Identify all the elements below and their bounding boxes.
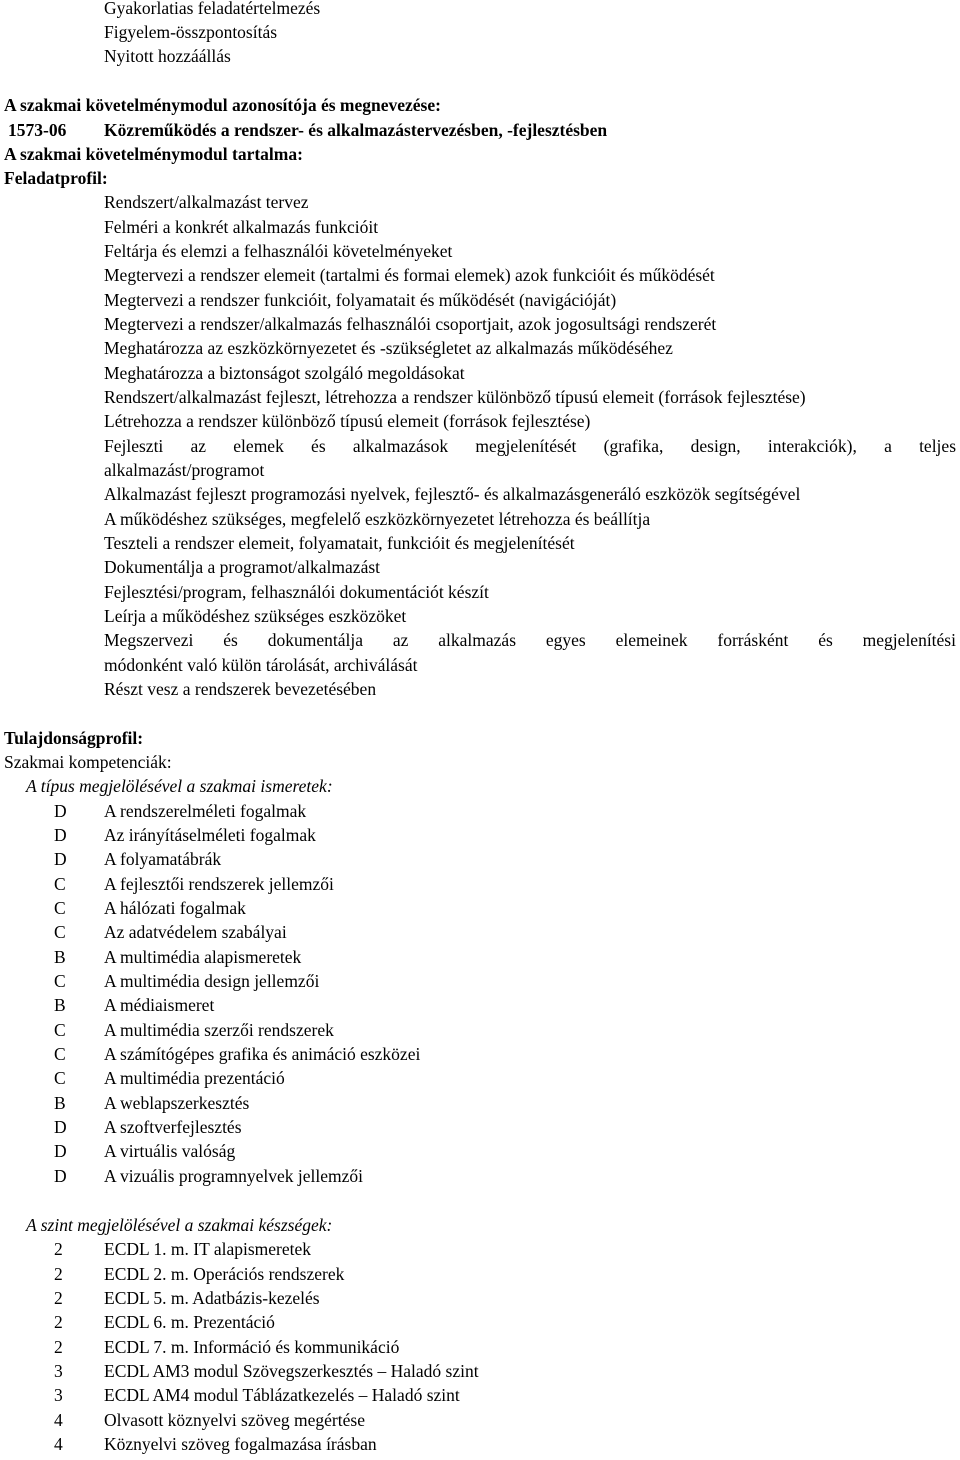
knowledge-item: A multimédia design jellemzői bbox=[104, 971, 320, 991]
knowledge-item: A folyamatábrák bbox=[104, 849, 222, 869]
knowledge-type: D bbox=[54, 1117, 67, 1137]
task-item: Feltárja és elemzi a felhasználói követelményeket bbox=[104, 241, 453, 261]
task-item: Alkalmazást fejleszt programozási nyelvek, fejlesztő- és alkalmazásgeneráló eszközök segítségével bbox=[104, 484, 801, 504]
knowledge-type: D bbox=[54, 1166, 67, 1186]
skill-item: ECDL 7. m. Információ és kommunikáció bbox=[104, 1337, 400, 1357]
knowledge-item: Az adatvédelem szabályai bbox=[104, 922, 287, 942]
knowledge-type: B bbox=[54, 1093, 66, 1113]
task-item: Meghatározza az eszközkörnyezetet és -szükségletet az alkalmazás működéséhez bbox=[104, 338, 673, 358]
knowledge-type: C bbox=[54, 898, 66, 918]
knowledge-heading: A típus megjelölésével a szakmai ismeretek: bbox=[26, 776, 333, 796]
skill-level: 2 bbox=[54, 1288, 63, 1308]
top-list-item: Nyitott hozzáállás bbox=[104, 46, 231, 66]
module-code: 1573-06 bbox=[8, 120, 67, 140]
knowledge-item: A weblapszerkesztés bbox=[104, 1093, 250, 1113]
module-content-heading: A szakmai követelménymodul tartalma: bbox=[4, 144, 303, 164]
skill-level: 2 bbox=[54, 1337, 63, 1357]
task-profile-heading: Feladatprofil: bbox=[4, 168, 108, 188]
knowledge-type: D bbox=[54, 849, 67, 869]
knowledge-item: A multimédia alapismeretek bbox=[104, 947, 302, 967]
skill-item: ECDL 5. m. Adatbázis-kezelés bbox=[104, 1288, 320, 1308]
skill-item: ECDL AM3 modul Szövegszerkesztés – Haladó szint bbox=[104, 1361, 479, 1381]
task-item: Meghatározza a biztonságot szolgáló megoldásokat bbox=[104, 363, 465, 383]
skill-item: ECDL 1. m. IT alapismeretek bbox=[104, 1239, 312, 1259]
knowledge-type: D bbox=[54, 1141, 67, 1161]
knowledge-item: A médiaismeret bbox=[104, 995, 215, 1015]
skill-level: 3 bbox=[54, 1385, 63, 1405]
knowledge-item: A vizuális programnyelvek jellemzői bbox=[104, 1166, 364, 1186]
property-profile-heading: Tulajdonságprofil: bbox=[4, 728, 144, 748]
skill-level: 3 bbox=[54, 1361, 63, 1381]
knowledge-type: C bbox=[54, 1068, 66, 1088]
task-item: Rendszert/alkalmazást fejleszt, létrehozza a rendszer különböző típusú elemeit (források fejlesztése) bbox=[104, 387, 806, 407]
knowledge-type: B bbox=[54, 947, 66, 967]
skill-level: 4 bbox=[54, 1434, 63, 1454]
knowledge-item: A virtuális valóság bbox=[104, 1141, 236, 1161]
top-list-item: Gyakorlatias feladatértelmezés bbox=[104, 0, 321, 18]
knowledge-item: A rendszerelméleti fogalmak bbox=[104, 801, 307, 821]
task-item: Megtervezi a rendszer elemeit (tartalmi és formai elemek) azok funkcióit és működését bbox=[104, 265, 715, 285]
task-item: Részt vesz a rendszerek bevezetésében bbox=[104, 679, 377, 699]
skill-item: Köznyelvi szöveg fogalmazása írásban bbox=[104, 1434, 377, 1454]
task-item: Létrehozza a rendszer különböző típusú elemeit (források fejlesztése) bbox=[104, 411, 591, 431]
task-item: Leírja a működéshez szükséges eszközöket bbox=[104, 606, 407, 626]
skill-item: ECDL AM4 modul Táblázatkezelés – Haladó szint bbox=[104, 1385, 460, 1405]
skill-level: 2 bbox=[54, 1264, 63, 1284]
task-item: Teszteli a rendszer elemeit, folyamatait, funkcióit és megjelenítését bbox=[104, 533, 575, 553]
knowledge-item: A számítógépes grafika és animáció eszközei bbox=[104, 1044, 421, 1064]
task-item: A működéshez szükséges, megfelelő eszközkörnyezetet létrehozza és beállítja bbox=[104, 509, 651, 529]
skill-item: ECDL 6. m. Prezentáció bbox=[104, 1312, 275, 1332]
skill-level: 4 bbox=[54, 1410, 63, 1430]
task-item: Megtervezi a rendszer funkcióit, folyamatait és működését (navigációját) bbox=[104, 290, 617, 310]
skill-item: ECDL 2. m. Operációs rendszerek bbox=[104, 1264, 345, 1284]
knowledge-type: C bbox=[54, 1044, 66, 1064]
knowledge-type: B bbox=[54, 995, 66, 1015]
knowledge-item: A multimédia szerzői rendszerek bbox=[104, 1020, 334, 1040]
skill-level: 2 bbox=[54, 1239, 63, 1259]
task-item: Felméri a konkrét alkalmazás funkcióit bbox=[104, 217, 379, 237]
module-name: Közreműködés a rendszer- és alkalmazástervezésben, -fejlesztésben bbox=[104, 120, 608, 140]
skill-item: Olvasott köznyelvi szöveg megértése bbox=[104, 1410, 365, 1430]
knowledge-item: Az irányításelméleti fogalmak bbox=[104, 825, 316, 845]
skills-heading: A szint megjelölésével a szakmai készségek: bbox=[26, 1215, 333, 1235]
task-item: Megtervezi a rendszer/alkalmazás felhasználói csoportjait, azok jogosultsági rendszerét bbox=[104, 314, 717, 334]
task-item: módonként való külön tárolását, archiválását bbox=[104, 655, 418, 675]
knowledge-type: C bbox=[54, 922, 66, 942]
task-item: alkalmazást/programot bbox=[104, 460, 265, 480]
top-list-item: Figyelem-összpontosítás bbox=[104, 22, 278, 42]
knowledge-type: C bbox=[54, 971, 66, 991]
task-item: Rendszert/alkalmazást tervez bbox=[104, 192, 309, 212]
knowledge-type: C bbox=[54, 874, 66, 894]
knowledge-item: A fejlesztői rendszerek jellemzői bbox=[104, 874, 334, 894]
knowledge-item: A szoftverfejlesztés bbox=[104, 1117, 242, 1137]
knowledge-item: A multimédia prezentáció bbox=[104, 1068, 285, 1088]
knowledge-type: D bbox=[54, 825, 67, 845]
skill-level: 2 bbox=[54, 1312, 63, 1332]
task-item: Megszervezi és dokumentálja az alkalmazás egyes elemeinek forrásként és megjelenítési bbox=[104, 630, 956, 650]
task-item: Dokumentálja a programot/alkalmazást bbox=[104, 557, 381, 577]
module-id-heading: A szakmai követelménymodul azonosítója és megnevezése: bbox=[4, 95, 441, 115]
knowledge-type: D bbox=[54, 801, 67, 821]
knowledge-item: A hálózati fogalmak bbox=[104, 898, 246, 918]
competencies-heading: Szakmai kompetenciák: bbox=[4, 752, 172, 772]
task-item: Fejlesztési/program, felhasználói dokumentációt készít bbox=[104, 582, 489, 602]
knowledge-type: C bbox=[54, 1020, 66, 1040]
task-item: Fejleszti az elemek és alkalmazások megjelenítését (grafika, design, interakciók), a teljes bbox=[104, 436, 956, 456]
